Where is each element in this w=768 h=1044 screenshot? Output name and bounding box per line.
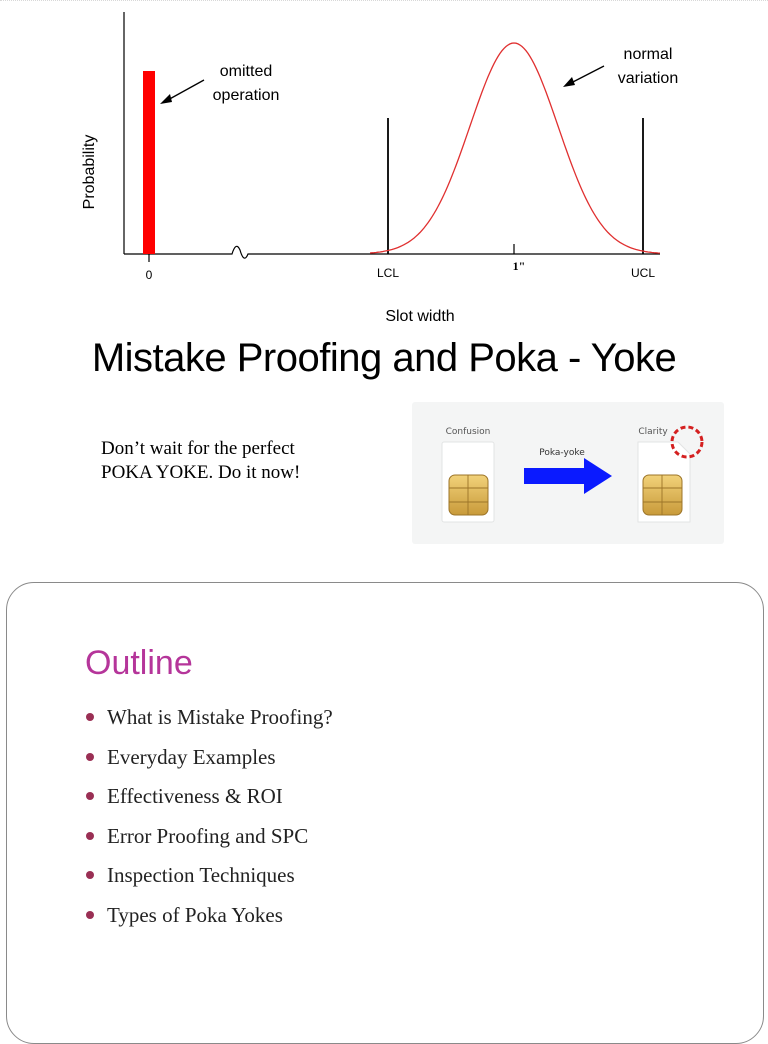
normal-arrowhead bbox=[563, 77, 575, 87]
slide-title: Mistake Proofing and Poka - Yoke bbox=[91, 336, 677, 380]
distribution-chart bbox=[0, 0, 768, 335]
quote-line-2: POKA YOKE. Do it now! bbox=[101, 462, 301, 483]
chart-axes bbox=[124, 12, 660, 262]
outline-item bbox=[85, 858, 333, 898]
bullet-icon bbox=[86, 911, 94, 919]
omitted-arrow bbox=[166, 80, 204, 101]
outline-item bbox=[85, 819, 333, 859]
x-axis-label: Slot width bbox=[385, 308, 455, 325]
x-axis bbox=[124, 246, 660, 258]
ann-omitted-line-1: operation bbox=[212, 87, 280, 104]
quote-text bbox=[101, 437, 300, 485]
outline-item-text: Everyday Examples bbox=[107, 744, 276, 769]
normal-variation-annotation bbox=[618, 46, 678, 87]
outline-item bbox=[85, 700, 333, 740]
outline-item bbox=[85, 779, 333, 819]
outline-item-text: Effectiveness & ROI bbox=[107, 784, 283, 808]
sim-chip-left bbox=[449, 475, 488, 515]
bullet-icon bbox=[86, 753, 94, 761]
outline-item bbox=[85, 898, 333, 938]
ann-omitted-line-0: omitted bbox=[219, 63, 273, 80]
outline-list bbox=[85, 700, 333, 937]
ann-normal-line-1: variation bbox=[617, 70, 679, 87]
omitted-arrowhead bbox=[160, 94, 172, 104]
omitted-operation-bar bbox=[143, 71, 155, 254]
outline-item-text: Error Proofing and SPC bbox=[107, 823, 309, 848]
poka-yoke-graphic bbox=[412, 402, 724, 544]
outline-item bbox=[85, 740, 333, 780]
sim-card-left bbox=[442, 442, 494, 522]
confusion-label: Confusion bbox=[445, 427, 491, 437]
normal-curve bbox=[370, 43, 660, 253]
outline-title: Outline bbox=[85, 644, 193, 682]
bullet-icon bbox=[86, 871, 94, 879]
outline-item-text: Inspection Techniques bbox=[107, 863, 295, 887]
tick-label-center: 1" bbox=[512, 259, 526, 273]
omitted-operation-annotation bbox=[213, 63, 280, 104]
clarity-label: Clarity bbox=[638, 427, 668, 437]
sim-card-right bbox=[638, 442, 690, 522]
tick-label-lcl: LCL bbox=[376, 266, 400, 280]
bullet-icon bbox=[86, 832, 94, 840]
bullet-icon bbox=[86, 713, 94, 721]
ann-normal-line-0: normal bbox=[623, 46, 673, 63]
bullet-icon bbox=[86, 792, 94, 800]
outline-item-text: Types of Poka Yokes bbox=[107, 902, 283, 927]
y-axis-label: Probability bbox=[81, 134, 98, 210]
normal-arrow bbox=[569, 66, 604, 84]
sim-chip-right bbox=[643, 475, 682, 515]
poka-yoke-illustration bbox=[412, 402, 724, 544]
tick-label-ucl: UCL bbox=[630, 266, 656, 280]
poka-yoke-arrow bbox=[524, 458, 612, 494]
outline-item-text: What is Mistake Proofing? bbox=[107, 705, 333, 729]
quote-line-1: Don’t wait for the perfect bbox=[101, 438, 295, 459]
tick-label-0: 0 bbox=[145, 268, 153, 282]
poka-yoke-arrow-label: Poka-yoke bbox=[539, 448, 585, 458]
